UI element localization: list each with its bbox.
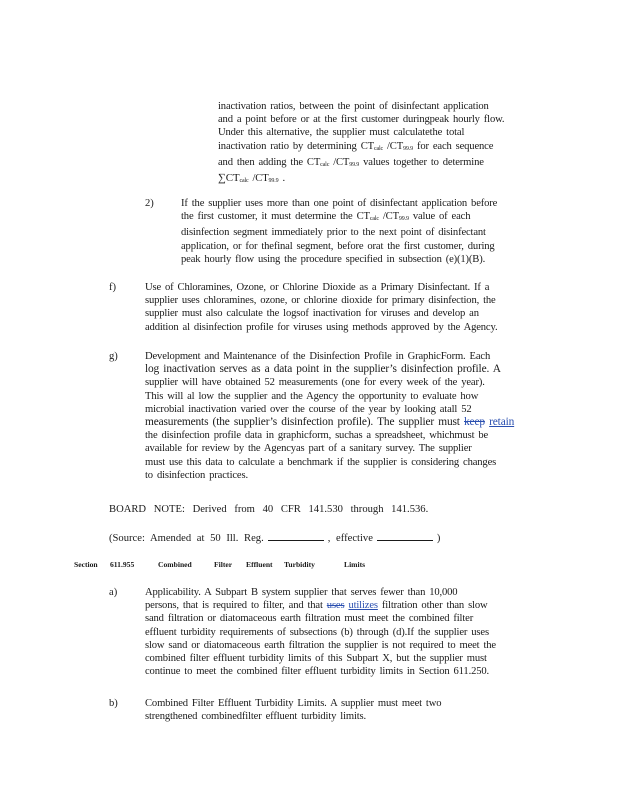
text-line: application, or for thefinal segment, before orat the first customer, during xyxy=(181,240,495,252)
subscript-999: 99.9 xyxy=(349,161,360,168)
subscript-calc: calc xyxy=(373,145,383,152)
text-line: combined filter effluent turbidity limits of this Subpart X, but the supplier must xyxy=(145,653,487,665)
subscript-calc: calc xyxy=(320,161,330,168)
text-run: for each sequence xyxy=(416,140,494,152)
text-line: available for review by the Agencyas part of a sanitary survey. The supplier xyxy=(145,443,472,455)
text-line: addition al disinfection profile for viruses using methods approved by the Agency. xyxy=(145,321,498,333)
text-line: Development and Maintenance of the Disinfection Profile in GraphicForm. Each xyxy=(145,351,491,362)
deleted-word-link[interactable]: keep xyxy=(464,416,485,429)
deleted-word-link[interactable]: uses xyxy=(326,600,345,612)
text-run: /CT xyxy=(333,156,350,168)
text-line: strengthened combinedfilter effluent turbidity limits. xyxy=(145,711,367,723)
alternative-paragraph xyxy=(218,100,534,188)
text-line: sand filtration or diatomaceous earth filtration must meet the combined filter xyxy=(145,613,474,625)
text-run: /CT xyxy=(387,140,404,152)
effective-blank xyxy=(377,531,433,541)
text-line: Applicability. A Subpart B system supplier that serves fewer than 10,000 xyxy=(145,587,458,598)
item-f-paragraph xyxy=(145,281,539,334)
text-line: slow sand or diatomaceous earth filtration the supplier is not required to meet the xyxy=(145,639,496,651)
sum-ct: ∑CT xyxy=(218,172,240,185)
text-run: measurements (the supplier’s disinfection profile). The supplier must xyxy=(145,416,460,429)
inserted-word-link[interactable]: utilizes xyxy=(348,600,378,612)
heading-word: Filter xyxy=(214,560,233,569)
item-label-f: f) xyxy=(109,282,117,293)
text-line xyxy=(218,140,534,156)
text-line: to disinfection practices. xyxy=(145,469,248,481)
text-line: This will al low the supplier and the Agency the opportunity to evaluate how xyxy=(145,390,479,402)
text-line: and a point before or at the first customer duringpeak hourly flow. xyxy=(218,114,505,126)
text-run: the first customer, it must determine the CT xyxy=(181,211,370,223)
text-line: must use this data to calculate a benchmark if the supplier is considering changes xyxy=(145,456,497,468)
text-line: supplier must also calculate the logsof inactivation for viruses and develop an xyxy=(145,308,479,320)
text-line: supplier uses chloramines, ozone, or chlorine dioxide for primary disinfection, the xyxy=(145,295,496,307)
text-run: inactivation ratio by determining CT xyxy=(218,140,374,152)
item-a-paragraph xyxy=(145,586,535,678)
text-line: peak hourly flow using the procedure specified in subsection (e)(1)(B). xyxy=(181,253,486,265)
text-line xyxy=(145,599,535,612)
text-run: value of each xyxy=(412,211,471,223)
text-line xyxy=(218,156,534,172)
text-line: supplier will have obtained 52 measurements (one for every week of the year). xyxy=(145,377,485,389)
item-label-g: g) xyxy=(109,351,118,362)
heading-word: Limits xyxy=(344,560,366,569)
subscript-calc: calc xyxy=(369,216,379,223)
text-line xyxy=(181,210,534,226)
section-label: Section xyxy=(74,560,98,569)
section-number: 611.955 xyxy=(110,560,135,569)
text-line: microbial inactivation varied over the course of the year by looking atall 52 xyxy=(145,403,472,415)
subscript-999: 99.9 xyxy=(403,145,413,152)
text-line: Under this alternative, the supplier must calculatethe total xyxy=(218,127,465,139)
text-line: inactivation ratios, between the point of disinfectant application xyxy=(218,101,489,112)
item-label-b: b) xyxy=(109,698,118,709)
item-b-paragraph xyxy=(145,697,535,723)
text-line xyxy=(218,172,534,188)
subscript-calc: calc xyxy=(239,178,249,185)
source-text: (Source: Amended at 50 Ill. Reg. xyxy=(109,533,264,544)
inserted-word-link[interactable]: retain xyxy=(489,416,515,429)
text-run: /CT xyxy=(252,173,269,185)
text-line: the disinfection profile data in graphicform, suchas a spreadsheet, whichmust be xyxy=(145,430,489,442)
source-close: ) xyxy=(436,533,441,544)
text-line: continue to meet the combined filter effluent turbidity limits in Section 611.250. xyxy=(145,666,490,678)
text-run: values together to determine xyxy=(363,156,484,168)
heading-word: Effluent xyxy=(246,560,273,569)
item-label-2: 2) xyxy=(145,198,154,209)
text-line: log inactivation serves as a data point in the supplier’s disinfection profile. A xyxy=(145,363,501,376)
item-label-a: a) xyxy=(109,587,118,598)
text-run: filtration other than slow xyxy=(381,600,488,612)
text-line: Combined Filter Effluent Turbidity Limits. A supplier must meet two xyxy=(145,698,442,709)
subscript-999: 99.9 xyxy=(398,216,409,223)
text-run: . xyxy=(282,173,285,185)
text-line: Use of Chloramines, Ozone, or Chlorine Dioxide as a Primary Disinfectant. If a xyxy=(145,282,490,293)
text-line: effluent turbidity requirements of subsections (b) through (d).If the supplier uses xyxy=(145,626,489,638)
subscript-999: 99.9 xyxy=(268,178,279,185)
reg-blank xyxy=(268,531,324,541)
text-line xyxy=(145,416,534,429)
text-line: If the supplier uses more than one point of disinfectant application before xyxy=(181,198,498,209)
item-g-paragraph xyxy=(145,350,534,482)
text-line: disinfection segment immediately prior to the next point of disinfectant xyxy=(181,227,486,239)
board-note: BOARD NOTE: Derived from 40 CFR 141.530 through 141.536. xyxy=(109,504,429,515)
item-2-paragraph xyxy=(181,197,534,266)
heading-word: Turbidity xyxy=(284,560,315,569)
source-line xyxy=(109,531,440,545)
heading-word: Combined xyxy=(158,560,192,569)
text-run: /CT xyxy=(382,211,399,223)
text-run: persons, that is required to filter, and that xyxy=(145,600,323,612)
source-effective: , effective xyxy=(327,533,373,544)
text-run: and then adding the CT xyxy=(218,156,321,168)
